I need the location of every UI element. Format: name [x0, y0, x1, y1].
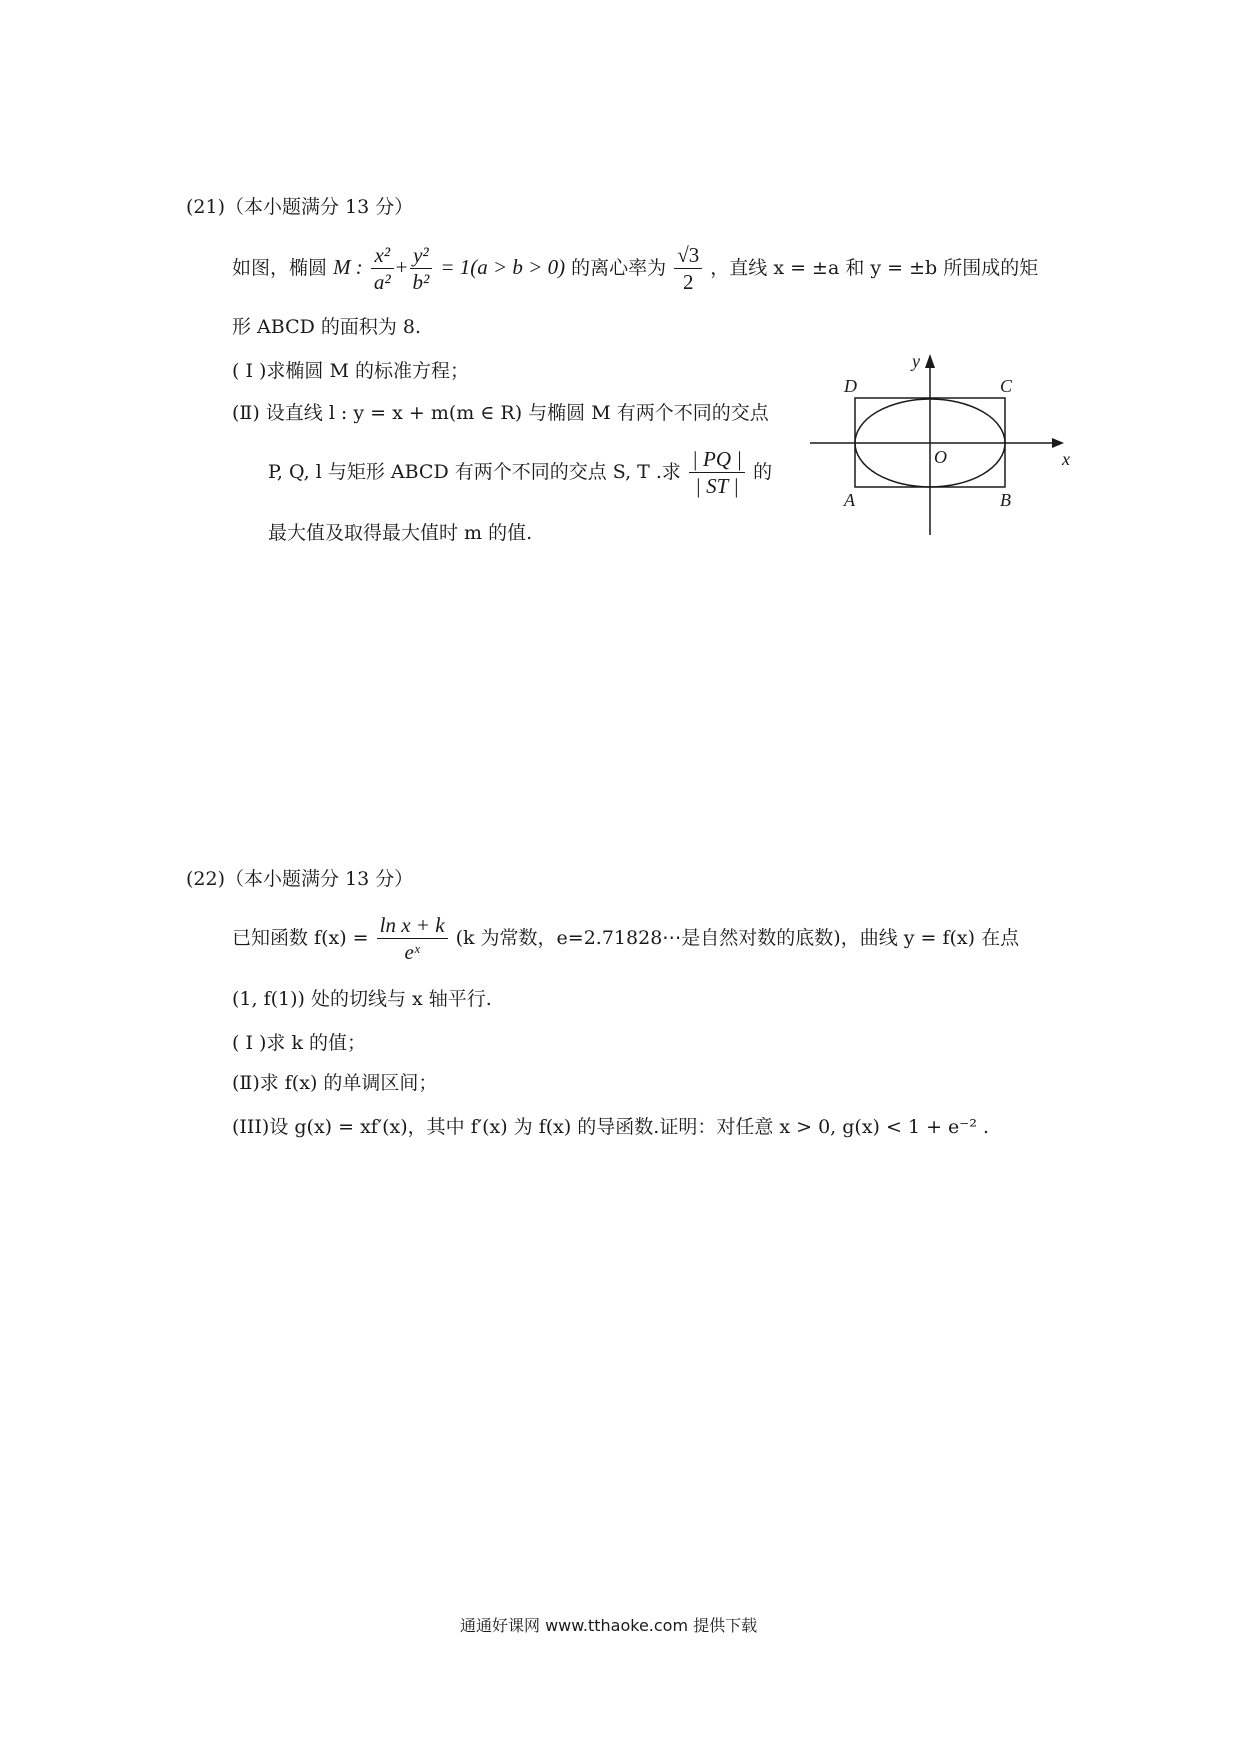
q22-line2: (1, f(1)) 处的切线与 x 轴平行. [232, 988, 492, 1010]
q21-y-num: y² [410, 244, 433, 269]
label-y: y [912, 351, 920, 371]
q21-ecc-den: 2 [682, 270, 694, 295]
x-axis-arrow [1052, 438, 1064, 448]
q21-x-den: a² [373, 270, 391, 295]
q21-pq-st-fraction [689, 448, 745, 498]
q22-part3: (III)设 g(x) = xf′(x)，其中 f′(x) 为 f(x) 的导函数.证明：对任意 x > 0, g(x) < 1 + e⁻² . [232, 1116, 990, 1138]
y-axis-arrow [925, 354, 935, 368]
q22-intro-post: (k 为常数，e=2.71828⋯是自然对数的底数)，曲线 y = f(x) 在点 [455, 927, 1020, 950]
q21-y-fraction [410, 244, 433, 294]
footer-credit: 通通好课网 www.tthaoke.com 提供下载 [460, 1616, 758, 1635]
q21-intro-pre: 如图，椭圆 [232, 257, 328, 280]
q21-intro-line1: 如图，椭圆 M : $\frac{\text{x²}}{\text{a²}}$ + $\frac{\text{y²}}{\text{b²}}$ = 1(a > b > 0) 的离心率为 $\frac{√3}{2}$ ，直线 x = ±a 和 y = ±b 所围成的矩 [232, 243, 1039, 295]
q21-eq-tail: = 1(a > b > 0) [440, 255, 566, 280]
q21-ecc-num: √3 [674, 244, 702, 269]
q21-intro-lines: ，直线 x = ±a 和 y = ±b 所围成的矩 [710, 257, 1039, 280]
q21-part1: ( I )求椭圆 M 的标准方程； [232, 360, 469, 382]
q21-pq: | PQ | [689, 448, 745, 473]
q22-frac-num: ln x + k [377, 914, 448, 939]
q21-intro-line2: 形 ABCD 的面积为 8. [232, 316, 422, 338]
q21-header: (21)（本小题满分 13 分） [186, 196, 414, 218]
q21-part2-line2 [268, 448, 772, 498]
q21-ecc-fraction [674, 244, 702, 294]
q21-x-fraction [371, 244, 394, 294]
q21-part2-line2-pre: P, Q, l 与矩形 ABCD 有两个不同的交点 S, T .求 [268, 461, 681, 484]
label-c: C [1000, 376, 1013, 396]
q22-header: (22)（本小题满分 13 分） [186, 868, 414, 890]
label-x: x [1062, 449, 1070, 469]
label-b: B [1000, 490, 1011, 510]
q21-part2-line3: 最大值及取得最大值时 m 的值. [268, 522, 533, 544]
ellipse-rectangle-figure [800, 350, 1080, 540]
q22-function-fraction [377, 914, 448, 964]
q21-ellipse-label: M : [333, 255, 363, 280]
label-origin: O [934, 447, 947, 467]
q22-intro-pre: 已知函数 f(x) = [232, 927, 369, 950]
q21-x-num: x² [371, 244, 394, 269]
label-a: A [844, 490, 855, 510]
q22-part1: ( I )求 k 的值； [232, 1032, 367, 1054]
q21-y-den: b² [412, 270, 430, 295]
q22-intro-line1 [232, 914, 1019, 964]
q21-part2-line1: (Ⅱ) 设直线 l : y = x + m(m ∈ R) 与椭圆 M 有两个不同的交点 [232, 402, 769, 424]
q21-intro-mid: 的离心率为 [571, 257, 667, 280]
q22-frac-den: eˣ [404, 940, 420, 965]
q22-part2: (Ⅱ)求 f(x) 的单调区间； [232, 1072, 438, 1094]
q21-part2-line2-post: 的 [753, 461, 773, 484]
q21-st: | ST | [695, 474, 739, 499]
label-d: D [844, 376, 857, 396]
